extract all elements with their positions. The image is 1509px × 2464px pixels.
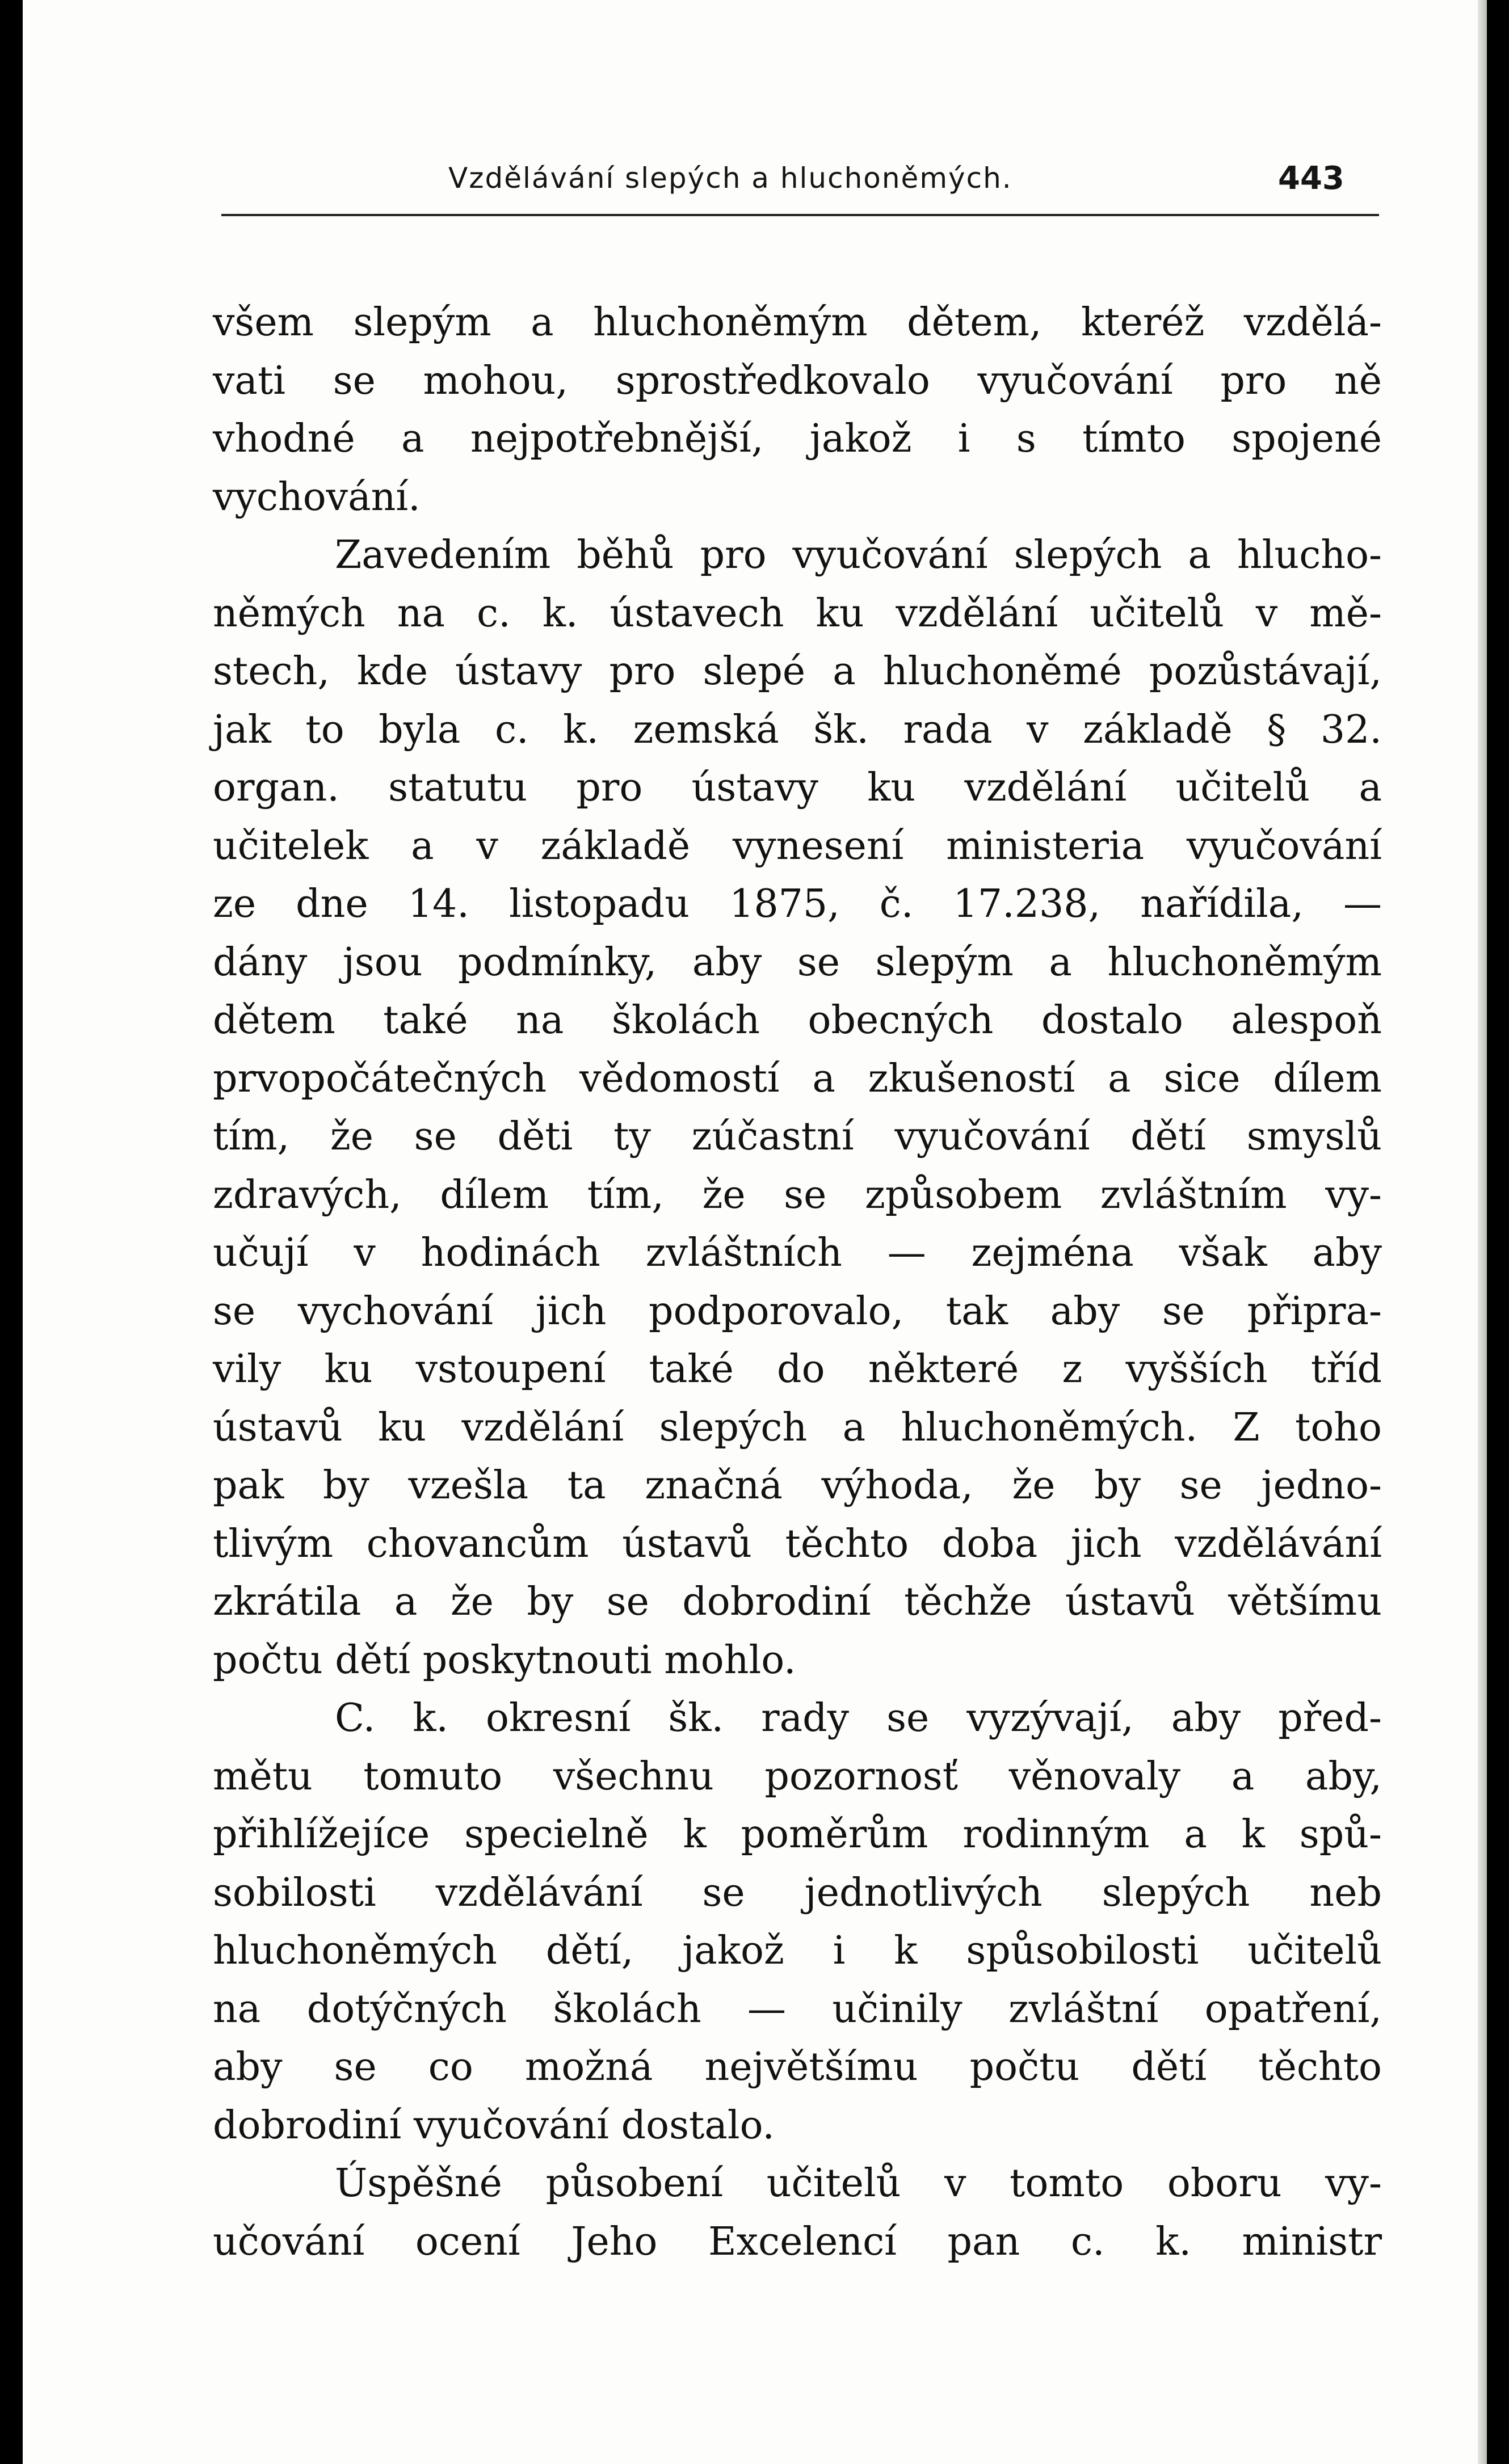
header-rule <box>221 214 1379 216</box>
text-line: dobrodiní vyučování dostalo. <box>213 2103 775 2148</box>
text-line: Úspěšné působení učitelů v tomto oboru vy- <box>335 2161 1382 2206</box>
body-text <box>213 294 1382 2271</box>
text-line: stech, kde ústavy pro slepé a hluchoněmé pozůstávají, <box>213 649 1382 694</box>
text-line: přihlížejíce specielně k poměrům rodinným a k spů- <box>213 1812 1382 1857</box>
text-line: dětem také na školách obecných dostalo alespoň <box>213 998 1382 1043</box>
text-line: všem slepým a hluchoněmým dětem, kteréž vzdělá- <box>213 300 1382 345</box>
book-page <box>23 0 1487 2464</box>
text-line: počtu dětí poskytnouti mohlo. <box>213 1637 796 1683</box>
text-line: organ. statutu pro ústavy ku vzdělání učitelů a <box>213 765 1382 810</box>
text-line: vhodné a nejpotřebnější, jakož i s tímto spojené <box>213 416 1382 461</box>
text-line: vychování. <box>213 474 421 520</box>
text-line: ze dne 14. listopadu 1875, č. 17.238, nařídila, — <box>213 882 1382 926</box>
text-line: sobilosti vzdělávání se jednotlivých slepých neb <box>213 1870 1382 1915</box>
text-line: němých na c. k. ústavech ku vzdělání učitelů v mě- <box>213 591 1382 636</box>
text-line: pak by vzešla ta značná výhoda, že by se jedno- <box>213 1463 1382 1508</box>
text-line: tím, že se děti ty zúčastní vyučování dětí smyslů <box>213 1114 1382 1159</box>
text-line: na dotýčných školách — učinily zvláštní opatření, <box>213 1986 1382 2032</box>
text-line: tlivým chovancům ústavů těchto doba jich vzdělávání <box>213 1521 1382 1566</box>
text-line: učují v hodinách zvláštních — zejména však aby <box>213 1231 1382 1275</box>
page-edge <box>1478 0 1487 2464</box>
text-line: mětu tomuto všechnu pozornosť věnovaly a aby, <box>213 1754 1382 1799</box>
text-line: Zavedením běhů pro vyučování slepých a hlucho- <box>335 533 1382 578</box>
text-line: dány jsou podmínky, aby se slepým a hluchoněmým <box>213 940 1382 985</box>
text-line: učování ocení Jeho Excelencí pan c. k. ministr <box>213 2219 1382 2264</box>
text-line: zkrátila a že by se dobrodiní těchže ústavů většímu <box>213 1580 1382 1624</box>
text-line: hluchoněmých dětí, jakož i k spůsobilosti učitelů <box>213 1928 1382 1973</box>
text-line: jak to byla c. k. zemská šk. rada v základě § 32. <box>213 707 1382 752</box>
text-line: prvopočátečných vědomostí a zkušeností a sice dílem <box>213 1056 1382 1101</box>
text-line: vily ku vstoupení také do některé z vyšších tříd <box>213 1347 1382 1392</box>
text-line: C. k. okresní šk. rady se vyzývají, aby před- <box>335 1696 1382 1741</box>
text-line: učitelek a v základě vynesení ministeria vyučování <box>213 823 1382 869</box>
page-number: 443 <box>1278 160 1344 197</box>
running-head: Vzdělávání slepých a hluchoněmých. <box>448 162 1012 195</box>
text-line: aby se co možná největšímu počtu dětí těchto <box>213 2045 1382 2090</box>
text-line: vati se mohou, sprostředkovalo vyučování pro ně <box>213 358 1382 403</box>
text-line: zdravých, dílem tím, že se způsobem zvláštním vy- <box>213 1172 1382 1218</box>
text-line: ústavů ku vzdělání slepých a hluchoněmých. Z toho <box>213 1405 1382 1450</box>
text-line: se vychování jich podporovalo, tak aby se připra- <box>213 1288 1382 1334</box>
